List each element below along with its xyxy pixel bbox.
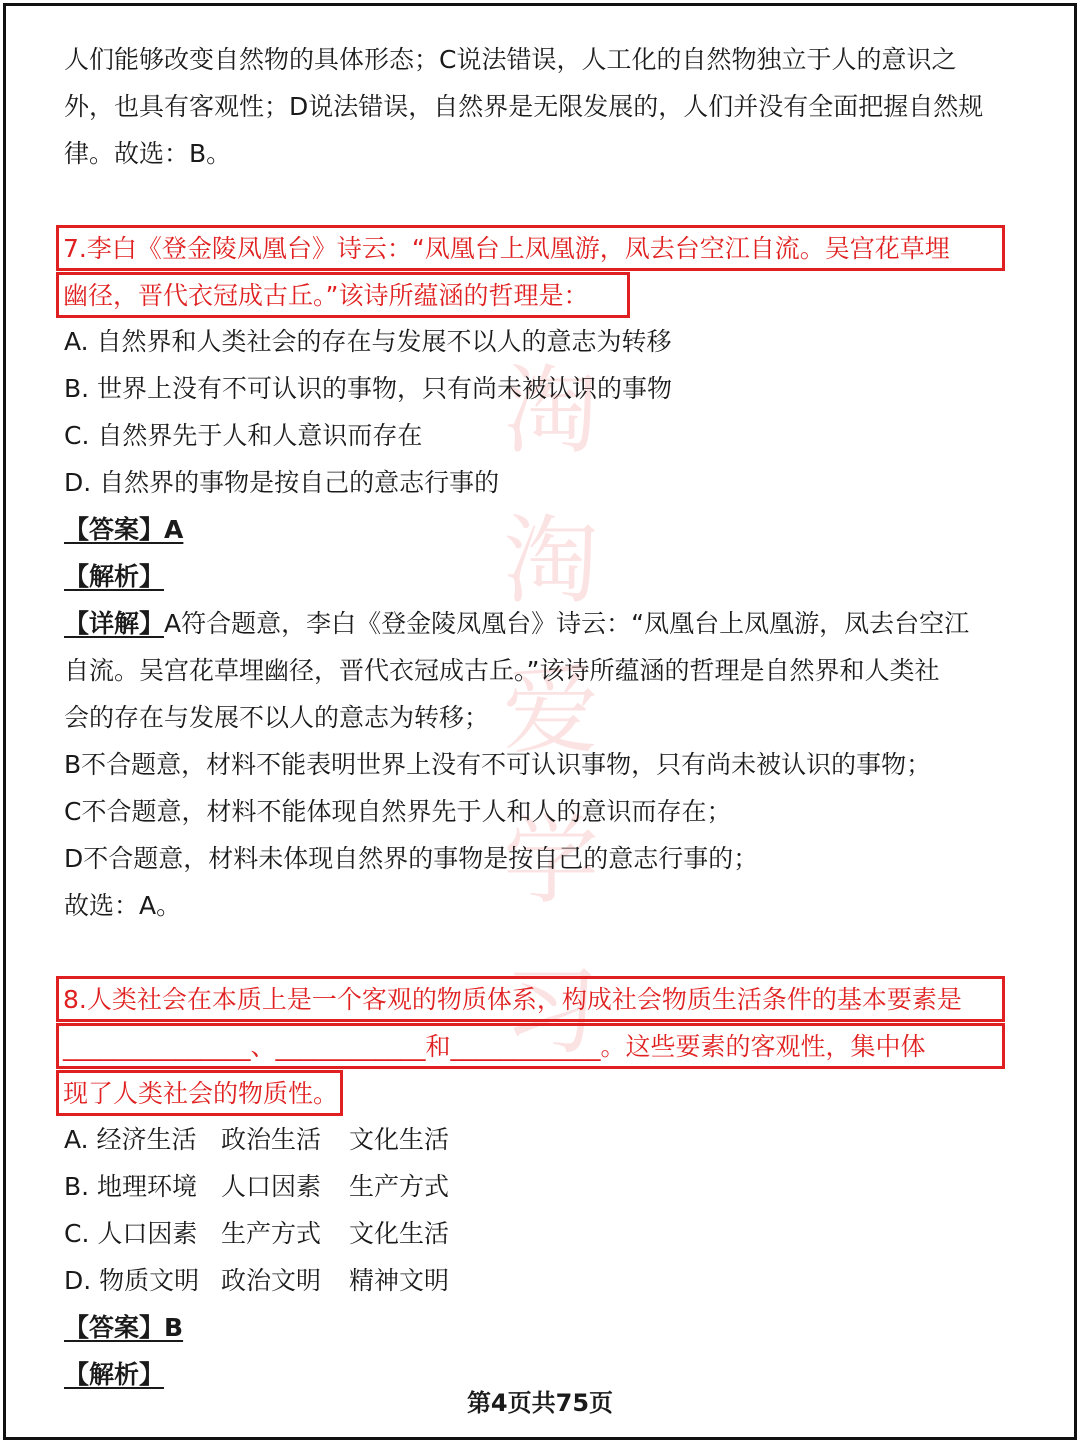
- document-page: [3, 3, 1077, 1440]
- q8-option-cell: A. 经济生活: [64, 1125, 197, 1154]
- watermark-char: 学: [503, 805, 599, 917]
- watermark-char: 淘: [503, 355, 599, 467]
- q7-analysis: [64, 561, 164, 593]
- q8-option-cell: 人口因素: [221, 1172, 322, 1201]
- q8-question-line: 8.人类社会在本质上是一个客观的物质体系，构成社会物质生活条件的基本要素是: [63, 985, 962, 1014]
- q7-option-a: A. 自然界和人类社会的存在与发展不以人的意志为转移: [64, 327, 672, 356]
- q8-option-cell: 政治文明: [221, 1266, 322, 1295]
- q8-analysis: [64, 1359, 164, 1391]
- q7-answer-value: A: [164, 515, 184, 544]
- q7-detail-line: C不合题意，材料不能体现自然界先于人和人的意识而存在；: [64, 797, 732, 826]
- q8-option-c: [64, 1218, 449, 1250]
- q8-option-b: [64, 1171, 449, 1203]
- watermark: [496, 336, 606, 1086]
- q8-question-box: [56, 1070, 343, 1116]
- q8-option-d: [64, 1265, 449, 1297]
- q8-answer-label: 【答案】: [64, 1313, 165, 1342]
- q8-question-line: _______________、____________和____________。这些要素的客观性，集中体: [63, 1032, 926, 1061]
- q7-question-line: 7.李白《登金陵凤凰台》诗云：“凤凰台上凤凰游，凤去台空江自流。吴宫花草埋: [63, 234, 950, 263]
- q7-detail-line: 故选：A。: [64, 891, 182, 920]
- q7-question-box: [56, 225, 1005, 271]
- q7-detail-label: 【详解】: [64, 609, 165, 638]
- q8-option-cell: C. 人口因素: [64, 1219, 198, 1248]
- watermark-char: 淘: [503, 505, 599, 617]
- q7-analysis-label: 【解析】: [64, 562, 165, 591]
- q8-option-cell: D. 物质文明: [64, 1266, 200, 1295]
- q8-answer: [64, 1312, 183, 1344]
- q7-question-line: 幽径，晋代衣冠成古丘。”该诗所蕴涵的哲理是：: [63, 281, 589, 310]
- q8-option-cell: 文化生活: [349, 1219, 450, 1248]
- q7-detail-first: [64, 608, 969, 640]
- q8-answer-value: B: [164, 1313, 184, 1342]
- intro-line: 律。故选：B。: [64, 139, 232, 168]
- page-number: 第4页共75页: [466, 1389, 614, 1417]
- q8-option-cell: 生产方式: [349, 1172, 450, 1201]
- q8-option-cell: 生产方式: [221, 1219, 322, 1248]
- q8-question-box: [56, 976, 1005, 1022]
- q7-answer-label: 【答案】: [64, 515, 165, 544]
- q8-option-a: [64, 1124, 449, 1156]
- q7-detail-line: D不合题意，材料未体现自然界的事物是按自己的意志行事的；: [64, 844, 759, 873]
- q7-option-c: C. 自然界先于人和人意识而存在: [64, 421, 423, 450]
- q7-option-b: B. 世界上没有不可认识的事物，只有尚未被认识的事物: [64, 374, 673, 403]
- q7-detail-line: 会的存在与发展不以人的意志为转移；: [64, 703, 490, 732]
- q8-option-cell: 文化生活: [349, 1125, 450, 1154]
- q8-option-cell: 政治生活: [221, 1125, 322, 1154]
- q8-analysis-label: 【解析】: [64, 1360, 165, 1389]
- watermark-char: 习: [503, 955, 599, 1067]
- q7-option-d: D. 自然界的事物是按自己的意志行事的: [64, 468, 500, 497]
- q8-option-cell: 精神文明: [349, 1266, 450, 1295]
- q8-question-box: [56, 1023, 1005, 1069]
- q7-answer: [64, 514, 183, 546]
- intro-line: 人们能够改变自然物的具体形态；C说法错误，人工化的自然物独立于人的意识之: [64, 45, 957, 74]
- q7-detail-line: B不合题意，材料不能表明世界上没有不可认识事物，只有尚未被认识的事物；: [64, 750, 932, 779]
- q8-option-cell: B. 地理环境: [64, 1172, 198, 1201]
- q7-question-box: [56, 272, 630, 318]
- watermark-char: 爱: [503, 655, 599, 767]
- q7-detail-line: 自流。吴宫花草埋幽径，晋代衣冠成古丘。”该诗所蕴涵的哲理是自然界和人类社: [64, 656, 940, 685]
- intro-line: 外，也具有客观性；D说法错误，自然界是无限发展的，人们并没有全面把握自然规: [64, 92, 984, 121]
- q7-detail-text: A符合题意，李白《登金陵凤凰台》诗云：“凤凰台上凤凰游，凤去台空江: [164, 609, 970, 638]
- q8-question-line: 现了人类社会的物质性。: [63, 1079, 339, 1108]
